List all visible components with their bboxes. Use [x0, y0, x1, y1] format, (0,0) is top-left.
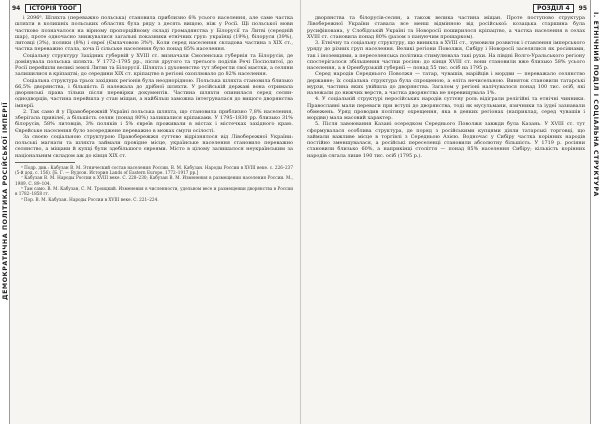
- left-paragraph: Соціальна структура трьох західних регіонів була неоднорідною. Польська шляхта становила близько 66,5% дворянства, і більшість її належала до дрібної шляхти. У російській державі вона отримала дворянські права тільки після перевірки документів. Частина шляхти опинилася серед селян-однодворців, частина перейшла у стан міщан, а найбільш заможна інтегрувалася до вищого дворянства імперії.: [15, 77, 293, 109]
- left-page-body: [15, 15, 293, 202]
- left-paragraph: і 2096⁶. Шляхта (переважно польська) становила приблизно 6% усього населення, але саме частка шляхти в колишніх польських областях була ряду з десять вищою, ніж у Росії. Щі польської мови частково позначалося на вірному пропорційному складі громадянства у Білорусії та Литві (середній шар), проте одночасно знижувалися загальні показники етнічних груп: українці (19%), білоруси (39%), литовці (3%), поляки (8%) і євреї (Ємлачовою 3%⁸). Коли серед населення складова частина з ХІХ ст., частка переважно стала, хоча її сільське населення було понад 85% населення.: [15, 15, 293, 53]
- left-running-head: ІСТОРІЯ ТООГ: [25, 4, 80, 13]
- left-page-header: [9, 4, 294, 13]
- right-page-body: [307, 15, 585, 159]
- right-page-header: [305, 4, 590, 13]
- footnote: ⁶ Подр. див.: Кабузан В. М. Этнический состав населения России. В. М. Кабузан. Народы России в XVIII веке. с. 226–237 (5-й дод. с. 156). [Б. Г. — Вудсон. История Lands of Eastern Europe. 1772–1917 рр.]: [15, 164, 293, 176]
- footnote: ⁹ Пор. В. М. Кабузан. Народы России в XVIII веке. С. 221–224.: [21, 196, 159, 202]
- right-margin-bar: [590, 0, 600, 424]
- right-paragraph: дворянства та білорусів-селян, а також велика частина міщан. Проте поступово структура Лівобережної України ставала все менш відмінною від російської: козацька старшина була русифікована, у Слобідській Україні та Новоросії поширилося кріпацтво, а частка населення в селах XVIII ст. становила понад 80% (разом з пануючим прошарком).: [307, 15, 585, 40]
- right-paragraph: 3. Етнічну та соціальну структуру, що виникла в XVIII ст., зумовили розвиток і ставлення імперського уряду до різних груп населення. Великі регіони Поволжя, Сибіру і Новоросії заселялися як росіянами, так і іноземцями, а переселенська політика стимулювала такі рухи. На півдні Волго-Уральського регіону спостерігалося збільшення частки росіян: до кінця XVIII ст. вони становили вже близько 58% усього населення, а в Оренбурзькій губернії — понад 55 тис. осіб на 1795 р.: [307, 40, 585, 71]
- left-margin-bar: [0, 0, 10, 424]
- footnote: ⁷ Кабузан В. М. Народы России в XVIII веке. С. 228–230; Кабузан В. М. Изменения в размещении населения России. М., 1989. С. 89–104.: [15, 175, 293, 186]
- footnotes: [15, 165, 293, 202]
- right-paragraph: Серед народів Середнього Поволжя — татар, чувашів, марійців і мордви — переважало селянство державне; їх соціальна структура була спрощеною, а еліта нечисельною. Виняток становили татарські мурзи, частина яких увійшла до дворянства. Загалом у регіоні налічувалося понад 100 тис. осіб, які належали до нижчих верств, а частка дворянства не перевищувала 1%.: [307, 71, 585, 96]
- right-page-number: 95: [578, 5, 587, 12]
- left-vertical-title: ДЕМОКРАТИЧНА ПОЛІТИКА РОСІЙСЬКОЇ ІМПЕРІЇ: [1, 101, 9, 300]
- left-paragraph: За своєю соціальною структурою Правобережжя суттєво відрізнялося від Лівобережної України: польські магнати та шляхта займали провідне місце, українське населення становило переважно селянство, а міщани й купці були здебільшого євреями. Місто в цілому залишалося неукраїнським за національним складом аж до кінця XIX ст.: [15, 133, 293, 159]
- right-paragraph: 4. У соціальній структурі неросійських народів суттєву роль відіграли релігійні та етнічні чинники. Православні мали переваги при вступі до дворянства, тоді як мусульмани, язичники та іудеї зазнавали обмежень. Уряд проводив політику охрещення, яка в деяких регіонах (наприклад, серед чувашів і мордви) мала масовий характер.: [307, 96, 585, 121]
- footnote-divider: [15, 162, 75, 163]
- left-paragraph: Соціальну структуру Західних губерній у XVIII ст. визначали Смоленська губернія та Білорусія, де домінувала польська шляхта. У 1772–1795 рр., після другого та третього поділів Речі Посполитої, до Росії перейшли великі землі Литви та Білорусії. Шляхта і духовенство тут зберегли свої маєтки, а селяни залишилися в кріпацтві; до середини XIX ст. кріпацтво в регіоні охоплювало до 82% населення.: [15, 52, 293, 78]
- right-vertical-title: І. ЕТНІЧНИЙ ПОДІЛ І СОЦІАЛЬНА СТРУКТУРА: [592, 12, 599, 197]
- right-running-head: РОЗДІЛ 4: [533, 4, 574, 13]
- right-page: [301, 0, 600, 424]
- right-paragraph: 5. Після завоювання Казані осередком Середнього Поволжя завжди була Казань. У XVIII ст. тут сформувалася особлива структура, де поряд з російськими купцями діяли татарські торговці, що займали важливе місце в торгівлі з Середньою Азією. Водночас у Сибіру частка корінних народів постійно зменшувалася, а російські переселенці становили абсолютну більшість. У 1719 р. росіяни становили близько 60%, а наприкінці століття — понад 85% населення Сибіру; кількість корінних народів сягала лише 190 тис. осіб (1795 р.).: [307, 121, 585, 159]
- left-page-number: 94: [12, 5, 21, 12]
- left-paragraph: 2. Так само й у Правобережній Україні польська шляхта, що становила приблизно 7,8% населення, зберігала привілеї, а більшість селян (понад 80%) залишалися кріпаками. У 1795–1830 рр. близько 31% білорусів, 58% литовців, 3% поляків і 5% євреїв проживали в містах і містечках західного краю. Єврейське населення було зосереджене переважно в межах смуги осілості.: [15, 108, 293, 134]
- footnote: ⁸ Там само. В. М. Кабузан, С. М. Троицкий. Изменения в численности, удельном весе и размещении дворянства в России в 1782–1858 гг.: [15, 185, 293, 197]
